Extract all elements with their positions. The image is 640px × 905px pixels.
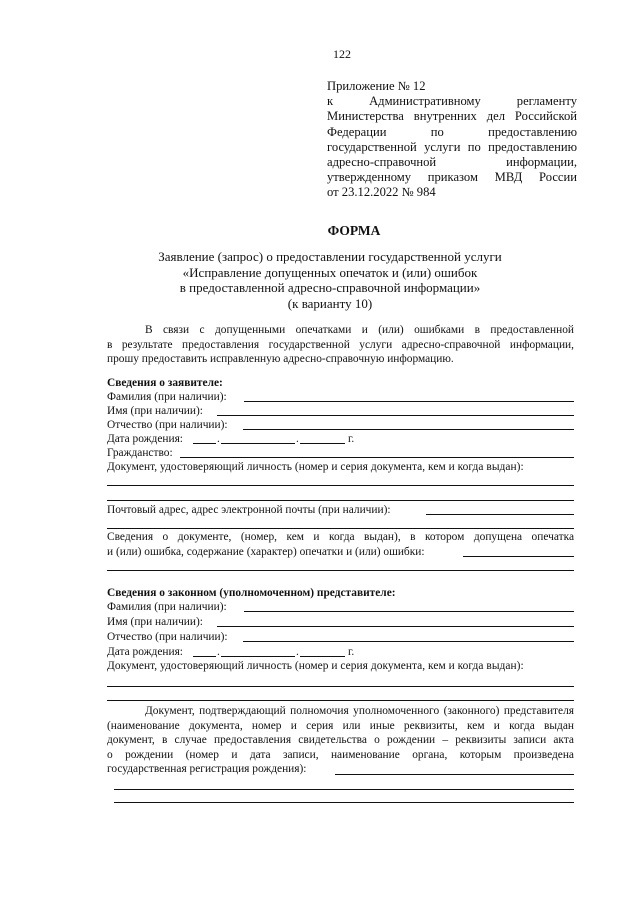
representative-authority-field[interactable]: [114, 802, 574, 803]
intro-line: прошу предоставить исправленную адресно-справочную информацию.: [107, 353, 454, 366]
representative-surname-label: Фамилия (при наличии):: [107, 601, 227, 613]
applicant-heading: Сведения о заявителе:: [107, 377, 223, 389]
representative-authority-line: документ, в случае предоставления свидетельства о рождении – реквизиты записи акта: [107, 734, 574, 747]
representative-year-suffix: г.: [348, 646, 355, 658]
applicant-citizenship-field[interactable]: [180, 457, 574, 458]
intro-line: в результате предоставления государственной услуги адресно-справочной информации,: [107, 338, 574, 351]
applicant-birth-day-field[interactable]: [193, 443, 216, 444]
representative-authority-line: Документ, подтверждающий полномочия уполномоченного (законного) представителя: [145, 705, 574, 717]
applicant-surname-field[interactable]: [244, 401, 574, 402]
representative-birth-day-field[interactable]: [193, 656, 216, 657]
applicant-name-label: Имя (при наличии):: [107, 405, 203, 417]
representative-authority-line: государственная регистрация рождения):: [107, 763, 307, 776]
representative-authority-line: о рождении (номер и дата записи, наименование органа, которым произведена: [107, 748, 574, 761]
representative-authority-field[interactable]: [335, 774, 574, 775]
date-separator: .: [296, 433, 299, 445]
applicant-id-document-field[interactable]: [107, 500, 574, 501]
intro-paragraph: [107, 323, 574, 367]
appendix-line: от 23.12.2022 № 984: [327, 185, 436, 200]
applicant-name-field[interactable]: [217, 415, 574, 416]
representative-authority-line: (наименование документа, номер и серия или иные реквизиты, кем и когда выдан: [107, 719, 574, 732]
applicant-postal-address-label: Почтовый адрес, адрес электронной почты (при наличии):: [107, 504, 391, 516]
representative-id-document-label: Документ, удостоверяющий личность (номер и серия документа, кем и когда выдан):: [107, 660, 524, 672]
applicant-id-document-field[interactable]: [107, 485, 574, 486]
applicant-id-document-label: Документ, удостоверяющий личность (номер и серия документа, кем и когда выдан):: [107, 461, 524, 473]
applicant-birth-year-field[interactable]: [300, 443, 345, 444]
representative-heading: Сведения о законном (уполномоченном) представителе:: [107, 587, 396, 599]
applicant-citizenship-label: Гражданство:: [107, 447, 173, 459]
page-number: 122: [333, 47, 351, 61]
applicant-postal-address-field[interactable]: [107, 528, 574, 529]
statement-line: (к варианту 10): [287, 295, 373, 311]
appendix-header: [327, 79, 577, 201]
applicant-surname-label: Фамилия (при наличии):: [107, 391, 227, 403]
appendix-line: Министерства внутренних дел Российской: [327, 109, 577, 124]
form-title: ФОРМА: [327, 223, 381, 238]
statement-line: в предоставленной адресно-справочной информации»: [179, 280, 481, 295]
representative-birth-date-label: Дата рождения:: [107, 646, 183, 658]
date-separator: .: [296, 646, 299, 658]
applicant-doc-info-field[interactable]: [463, 556, 574, 557]
applicant-patronymic-field[interactable]: [243, 429, 574, 430]
appendix-line: государственной услуги по предоставлению: [327, 139, 577, 154]
appendix-line: к Административному регламенту: [327, 94, 577, 109]
representative-authority: [107, 704, 574, 777]
applicant-doc-info-field[interactable]: [107, 570, 574, 571]
statement-title: [110, 249, 550, 311]
representative-name-label: Имя (при наличии):: [107, 616, 203, 628]
representative-id-document-field[interactable]: [107, 686, 574, 687]
representative-birth-month-field[interactable]: [221, 656, 295, 657]
representative-authority-field[interactable]: [114, 789, 574, 790]
representative-patronymic-label: Отчество (при наличии):: [107, 631, 228, 643]
representative-name-field[interactable]: [217, 626, 574, 627]
intro-line: В связи с допущенными опечатками и (или) ошибками в предоставленной: [145, 324, 574, 336]
representative-birth-year-field[interactable]: [300, 656, 345, 657]
applicant-patronymic-label: Отчество (при наличии):: [107, 419, 228, 431]
appendix-title: Приложение № 12: [327, 79, 426, 93]
date-separator: .: [217, 646, 220, 658]
applicant-doc-info: [107, 530, 574, 559]
applicant-doc-info-line: Сведения о документе, (номер, кем и когда выдан), в котором допущена опечатка: [107, 531, 574, 543]
applicant-postal-address-field[interactable]: [426, 514, 574, 515]
applicant-year-suffix: г.: [348, 433, 355, 445]
applicant-birth-month-field[interactable]: [221, 443, 295, 444]
appendix-line: утвержденному приказом МВД России: [327, 170, 577, 185]
representative-id-document-field[interactable]: [107, 700, 574, 701]
date-separator: .: [217, 433, 220, 445]
representative-surname-field[interactable]: [244, 611, 574, 612]
appendix-line: Федерации по предоставлению: [327, 124, 577, 139]
statement-line: «Исправление допущенных опечаток и (или) ошибок: [182, 264, 478, 280]
applicant-birth-date-label: Дата рождения:: [107, 433, 183, 445]
representative-patronymic-field[interactable]: [243, 641, 574, 642]
statement-line: Заявление (запрос) о предоставлении государственной услуги: [158, 249, 502, 264]
applicant-doc-info-line: и (или) ошибка, содержание (характер) опечатки и (или) ошибки:: [107, 545, 425, 558]
appendix-line: адресно-справочной информации,: [327, 155, 577, 170]
